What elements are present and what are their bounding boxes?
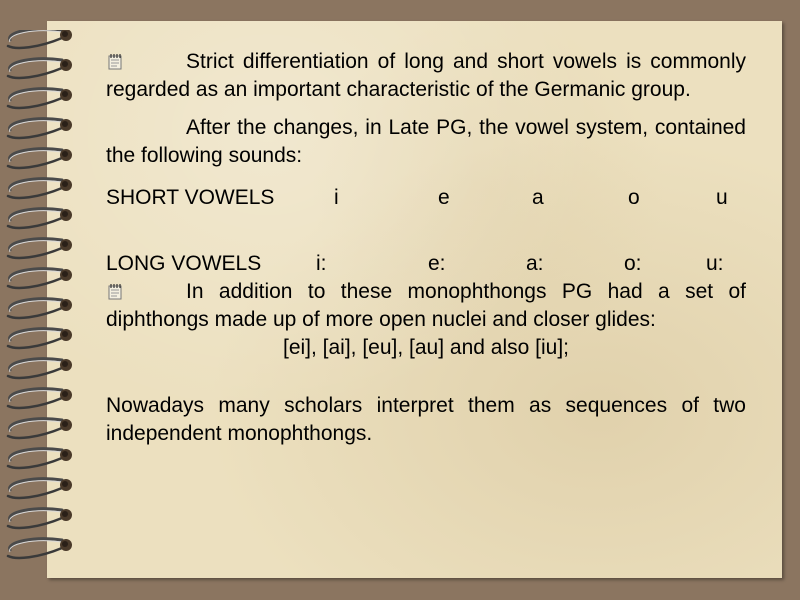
- vowel: o: [628, 186, 640, 209]
- spiral-ring-icon: [8, 89, 72, 108]
- spiral-ring-icon: [8, 209, 72, 228]
- vowel: i: [334, 186, 339, 209]
- vowel: a:: [526, 252, 544, 275]
- paragraph-text: Nowadays many scholars interpret them as sequences of two independent monophthongs.: [106, 394, 746, 445]
- paragraph-text: In addition to these monophthongs PG had a set of diphthongs made up of more open nuclei and closer glides:: [106, 280, 746, 331]
- spiral-ring-icon: [8, 30, 72, 48]
- long-vowels-row: [106, 250, 746, 278]
- spiral-ring-icon: [8, 449, 72, 468]
- vowel: e:: [428, 252, 446, 275]
- vowel: e: [438, 186, 450, 209]
- spiral-ring-icon: [8, 149, 72, 168]
- spiral-binding: [4, 30, 84, 570]
- short-vowels-label: SHORT VOWELS: [106, 186, 275, 209]
- slide-content: [106, 48, 746, 448]
- spiral-ring-icon: [8, 119, 72, 138]
- spiral-ring-icon: [8, 239, 72, 258]
- short-vowels-row: [106, 184, 746, 212]
- paragraph-vowel-system: [106, 114, 746, 170]
- paragraph-text: After the changes, in Late PG, the vowel system, contained the following sounds:: [106, 116, 746, 167]
- long-vowels-label: LONG VOWELS: [106, 252, 262, 275]
- paragraph-text: Strict differentiation of long and short vowels is commonly regarded as an important characteristic of the Germanic group.: [106, 50, 746, 101]
- paragraph-monophthongs: [106, 392, 746, 448]
- spiral-ring-icon: [8, 479, 72, 498]
- vowel: a: [532, 186, 544, 209]
- notepad-bullet-icon: [106, 53, 124, 71]
- paragraph-diphthongs: [106, 278, 746, 334]
- spiral-ring-icon: [8, 539, 72, 558]
- spiral-ring-icon: [8, 329, 72, 348]
- notepad-bullet-icon: [106, 283, 124, 301]
- vowel: i:: [316, 252, 327, 275]
- spiral-ring-icon: [8, 359, 72, 378]
- spiral-ring-icon: [8, 509, 72, 528]
- paragraph-long-short-vowels: [106, 48, 746, 104]
- spiral-ring-icon: [8, 269, 72, 288]
- vowel: o:: [624, 252, 642, 275]
- vowel: u: [716, 186, 728, 209]
- spiral-ring-icon: [8, 299, 72, 318]
- diphthongs-list: [ei], [ai], [eu], [au] and also [iu];: [282, 336, 569, 359]
- spiral-ring-icon: [8, 389, 72, 408]
- spiral-ring-icon: [8, 179, 72, 198]
- spiral-ring-icon: [8, 59, 72, 78]
- vowel: u:: [706, 252, 724, 275]
- spiral-ring-icon: [8, 419, 72, 438]
